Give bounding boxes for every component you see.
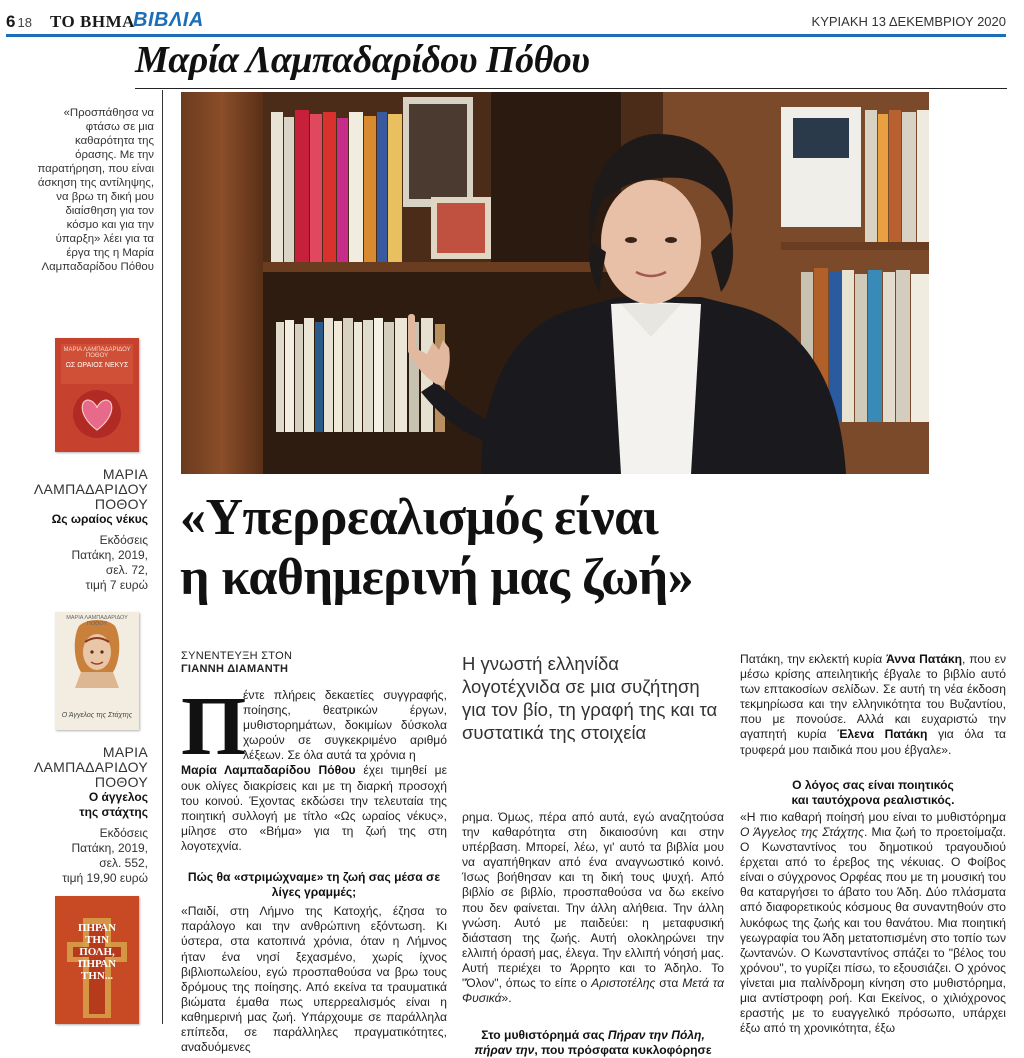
drop-cap: Π: [181, 680, 247, 773]
col3-text-c: για όλα τα τρυφερά μου παιδικά που μου έβγαλε».: [740, 727, 1006, 757]
sidebar-divider: [162, 90, 163, 1024]
col2-metaphysics: Μετά τα Φυσικά: [462, 976, 724, 1006]
headline-line-2: η καθημερινή μας ζωή»: [180, 549, 694, 606]
interview-credit-label: ΣΥΝΕΝΤΕΥΞΗ ΣΤΟΝ: [181, 650, 293, 662]
header-rule: [6, 34, 1006, 37]
book-2-author-l3: ΠΟΘΟΥ: [94, 774, 148, 790]
book-1-detail-4: τιμή 7 ευρώ: [85, 578, 148, 592]
col2-text-b: στα: [659, 976, 679, 991]
col1-intro-name: Μαρία Λαμπαδαρίδου Πόθου: [181, 763, 356, 778]
book-cover-1-author: ΜΑΡΙΑ ΛΑΜΠΑΔΑΡΙΔΟΥ ΠΟΘΟΥ: [63, 347, 131, 359]
col3-answer-b: . Μια ζωή το προετοίμαζα. Ο Κωνσταντίνος του δημοτικού τραγουδιού έρχεται από το έρεβος της νέκυιας. Ο Φοίβος είναι ο σύγχρονος Ορφέας που με τη μουσική του θα καταργήσει το άβατο του Άδη. Δύο πλάσματα από διαφορετικούς κόσμους θα συναντηθούν στο λυκόφως της ζωής και του θανάτου. Μια ποιητική γεωγραφία του Άδη μετατοπισμένη στο τοπίο των ζωντανών. Ο Κωνσταντίνος σπάζει το "βέλος του χρόνου", το γυρίζει πίσω, το εξουσιάζει. Ο χρόνος γίνεται μια παλίνδρομη κίνηση στο μυθιστόρημα, μια αντίστροφη ροή. Και Εκείνος, ο χιλιόχρονος εραστής με το ευαγγελικό πρόσωπο, υπάρχει έξω από τη χρονικότητα, έξω: [740, 824, 1006, 1036]
book-cover-3-title: ΠΗΡΑΝ ΤΗΝ ΠΟΛΗ, ΠΗΡΑΝ ΤΗΝ...: [77, 922, 117, 982]
book-cover-2-title: Ο Άγγελος της Στάχτης: [61, 712, 133, 719]
col1-question: Πώς θα «στριμώχναμε» τη ζωή σας μέσα σε λίγες γραμμές;: [187, 870, 441, 900]
col3-text-b: , που εν μέσω κρίσης απειλητικής έβγαλε το βιβλίο αυτό των επτακοσίων σελίδων. Σε αυτή τη νέα έκδοση τεκμηρίωσα και την ελληνικότητα του Βυζαντίου, που με πονούσε. Αλλά και ευχαριστώ την αγαπητή κυρία: [740, 652, 1007, 742]
col2-question-title: Πήραν την Πόλη, πήραν την: [474, 1028, 705, 1058]
headline-line-1: «Υπερρεαλισμός είναι: [180, 489, 659, 546]
col3-text-a: Πατάκη, την εκλεκτή κυρία: [740, 652, 883, 666]
author-rule: [135, 88, 1007, 89]
book-1-detail-2: Πατάκη, 2019,: [71, 548, 148, 562]
article-column-3: [740, 652, 1006, 1036]
col1-intro-a: έντε πλήρεις δεκαετίες συγγραφής, ποίησης, θεατρικών έργων, μυθιστορημάτων, δοκιμίων δύσκολα χωρούν σε συγκεκριμένο αριθμό λέξεων. Σε όλα αυτά τα χρόνια η: [243, 688, 447, 763]
book-2-detail-3: σελ. 552,: [99, 856, 148, 870]
book-info-1: [10, 467, 148, 593]
col2-aristotle: Αριστοτέλης: [591, 976, 656, 991]
book-cover-1: [55, 338, 139, 452]
col2-text-a: ρημα. Όμως, πέρα από αυτά, εγώ αναζητούσα την καθαρότητα στη δικαιοσύνη και στην υπέρβαση. Μπορεί, λέω, γι' αυτό τα βιβλία μου να αγαπήθηκαν από ένα αναγνωστικό κοινό. Ίσως βοήθησαν και τη δική τους ψυχή. Από βιβλίο σε βιβλίο, προσπαθούσα να δω εκείνο που δεν φαίνεται. Την άλλη αλήθεια. Την άλλη γνώση. Αυτό με παιδεύει: η μεταφυσική διάσταση της ζωής. Αυτή ολοκληρώνει την ελλιπή όρασή μας, έλεγα. Την ελλιπή νόησή μας. Αυτή περιέχει το Άρρητο και το Άδηλο. Το "Όλον", όπως το είπε ο: [462, 810, 724, 991]
author-photo-art: [181, 92, 929, 474]
page-total: 18: [17, 15, 32, 30]
section-name: ΒΙΒΛΙΑ: [133, 9, 204, 31]
col1-answer: «Παιδί, στη Λήμνο της Κατοχής, έζησα το παράλογο και την ανθρώπινη εξόντωση. Κι ύστερα, στα κατοπινά χρόνια, όταν η Λήμνος ήταν ένα νησί ξεχασμένο, χωρίς ίχνος βιβλιοπωλείου, εγώ προσπαθούσα να βρω τους δρόμους της ποίησης. Από εκείνα τα τραυματικά βιώματα έμαθα πως υπερρεαλισμός είναι η καθημερινή μας ζωή. Υπάρχουμε σε παράλληλα επίπεδα, σε παράλληλες πραγματικότητες, αναδυόμενες: [181, 904, 447, 1055]
interview-credit-name: ΓΙΑΝΝΗ ΔΙΑΜΑΝΤΗ: [181, 663, 289, 675]
author-photo: [181, 92, 929, 474]
col3-subhead-1: Ο λόγος σας είναι ποιητικός: [792, 777, 954, 792]
page-number: 6 18: [6, 12, 32, 31]
book-cover-2-author: ΜΑΡΙΑ ΛΑΜΠΑΔΑΡΙΔΟΥ ΠΟΘΟΥ: [66, 615, 128, 627]
col1-intro-indent: [181, 688, 447, 763]
book-cover-2: [55, 612, 139, 730]
col1-intro-b: έχει τιμηθεί με ουκ ολίγες διακρίσεις και με τη διαρκή προσοχή του κοινού. Έχοντας εκδώσει την τελευταία της ποιητική συλλογή με τίτλο «Ως ωραίος νέκυς», μίλησε στο «Βήμα» για τη ζωή της στη λογοτεχνία.: [181, 763, 447, 853]
article-column-1: [181, 680, 447, 1055]
book-2-detail-1: Εκδόσεις: [99, 826, 148, 840]
book-2-detail-4: τιμή 19,90 ευρώ: [62, 871, 148, 885]
issue-date: ΚΥΡΙΑΚΗ 13 ΔΕΚΕΜΒΡΙΟΥ 2020: [811, 14, 1006, 29]
book-2-title-l1: Ο άγγελος: [88, 790, 148, 804]
book-1-detail-1: Εκδόσεις: [99, 533, 148, 547]
book-1-detail-3: σελ. 72,: [105, 563, 148, 577]
headline: [180, 488, 980, 608]
book-cover-3: [55, 896, 139, 1024]
book-1-title: Ως ωραίος νέκυς: [51, 512, 148, 526]
book-2-detail-2: Πατάκη, 2019,: [71, 841, 148, 855]
article-column-2: [462, 810, 724, 1058]
book-2-author-l2: ΛΑΜΠΑΔΑΡΙΔΟΥ: [33, 759, 148, 775]
book-1-author-l1: ΜΑΡΙΑ: [102, 466, 148, 482]
book-1-author-l2: ΛΑΜΠΑΔΑΡΙΔΟΥ: [33, 481, 148, 497]
col3-answer-a: «Η πιο καθαρή ποίησή μου είναι το μυθιστόρημα: [740, 809, 1006, 824]
col3-name-elena: Έλενα Πατάκη: [837, 727, 928, 742]
sidebar-quote: «Προσπάθησα να φτάσω σε μια καθαρότητα της όρασης. Με την παρατήρηση, που είναι άσκηση της αντίληψης, να βρω τη δική μου διαίσθηση για τον κόσμο και για την ύπαρξη» λέει για τα έργα της η Μαρία Λαμπαδαρίδου Πόθου: [37, 107, 154, 273]
col3-answer: [740, 810, 1006, 1036]
col2-question: Στο μυθιστόρημά σας Πήραν την Πόλη, πήραν την, που πρόσφατα κυκλοφόρησε: [474, 1028, 712, 1058]
book-2-title-l2: της στάχτης: [79, 805, 148, 819]
book-info-2: [10, 745, 148, 886]
article-lead: Η γνωστή ελληνίδα λογοτέχνιδα σε μια συζήτηση για τον βίο, τη γραφή της και τα συστατικά της στοιχεία: [462, 653, 718, 743]
col3-subhead-2: και ταυτόχρονα ρεαλιστικός.: [791, 792, 955, 807]
book-2-author-l1: ΜΑΡΙΑ: [102, 744, 148, 760]
col3-answer-title: Ο Άγγελος της Στάχτης: [740, 824, 865, 839]
col2-text-c: ».: [501, 991, 512, 1006]
newspaper-name: ΤΟ ΒΗΜΑ: [50, 12, 135, 31]
col3-body: [740, 652, 1006, 758]
book-cover-1-title: ΩΣ ΩΡΑΙΟΣ ΝΕΚΥΣ: [65, 362, 129, 369]
col3-name-anna: Άννα Πατάκη: [886, 652, 962, 666]
col1-intro-rest: [181, 763, 447, 854]
author-name: Μαρία Λαμπαδαρίδου Πόθου: [135, 39, 590, 81]
book-1-author-l3: ΠΟΘΟΥ: [94, 496, 148, 512]
col2-body: [462, 810, 724, 1006]
